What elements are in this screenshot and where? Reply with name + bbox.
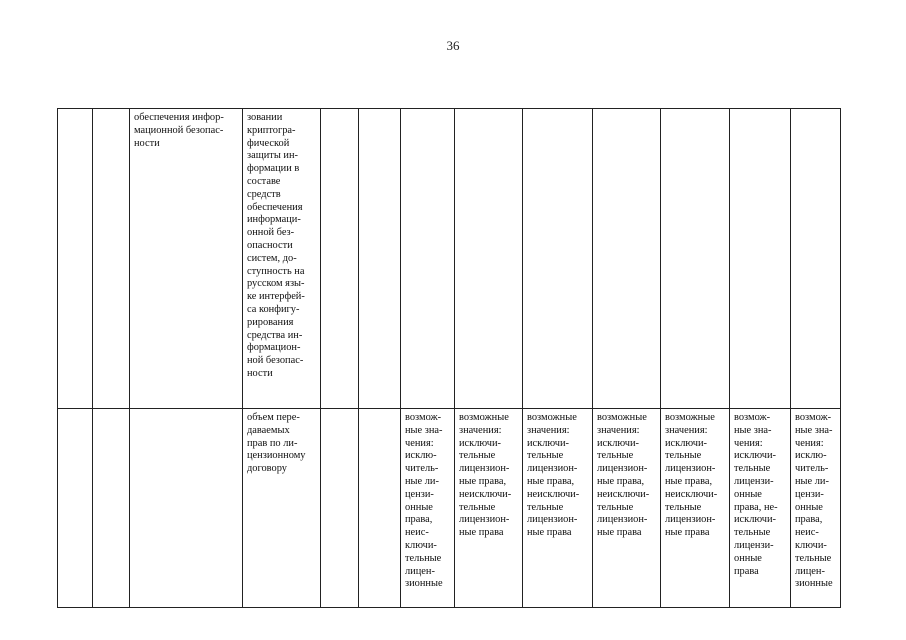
row2-col10-cell: возможные значения: исключи- тельные лицензион- ные права, неисключи- тельные лицензион- ные права — [592, 408, 660, 608]
row2-col9-cell: возможные значения: исключи- тельные лицензион- ные права, неисключи- тельные лицензион- ные права — [522, 408, 592, 608]
row2-col13-cell: возмож- ные зна- чения: исклю- читель- ные ли- цензи- онные права, неис- ключи- тельные лицен- зионные — [790, 408, 841, 608]
row1-col6-cell — [358, 108, 400, 408]
row1-col12-cell — [729, 108, 790, 408]
row2-col4-cell: объем пере- даваемых прав по ли- цензионному договору — [242, 408, 320, 608]
row1-col13-cell — [790, 108, 841, 408]
row2-col6-cell — [358, 408, 400, 608]
row1-col2-cell — [92, 108, 129, 408]
row1-col11-cell — [660, 108, 729, 408]
row1-col7-cell — [400, 108, 454, 408]
page-number: 36 — [446, 38, 460, 53]
row2-col5-cell — [320, 408, 358, 608]
row2-col3-cell — [129, 408, 242, 608]
row2-col2-cell — [92, 408, 129, 608]
row2-col7-cell: возмож- ные зна- чения: исклю- читель- ные ли- цензи- онные права, неис- ключи- тельные лицен- зионные — [400, 408, 454, 608]
row1-col1-cell — [57, 108, 92, 408]
row1-col10-cell — [592, 108, 660, 408]
row2-col1-cell — [57, 408, 92, 608]
row1-col4-cell: зовании криптогра- фической защиты ин- формации в составе средств обеспечения информаци- онной без- опасности систем, до- ступность на русском язы- ке интерфей- са конфигу- рирования средства ин- формацион- ной безопас- ности — [242, 108, 320, 408]
row1-col3-cell: обеспечения инфор- мационной безопас- ности — [129, 108, 242, 408]
row2-col12-cell: возмож- ные зна- чения: исключи- тельные лицензи- онные права, не- исключи- тельные лицензи- онные права — [729, 408, 790, 608]
row1-col5-cell — [320, 108, 358, 408]
row2-col11-cell: возможные значения: исключи- тельные лицензион- ные права, неисключи- тельные лицензион- ные права — [660, 408, 729, 608]
row1-col8-cell — [454, 108, 522, 408]
row2-col8-cell: возможные значения: исключи- тельные лицензион- ные права, неисключи- тельные лицензион- ные права — [454, 408, 522, 608]
row1-col9-cell — [522, 108, 592, 408]
